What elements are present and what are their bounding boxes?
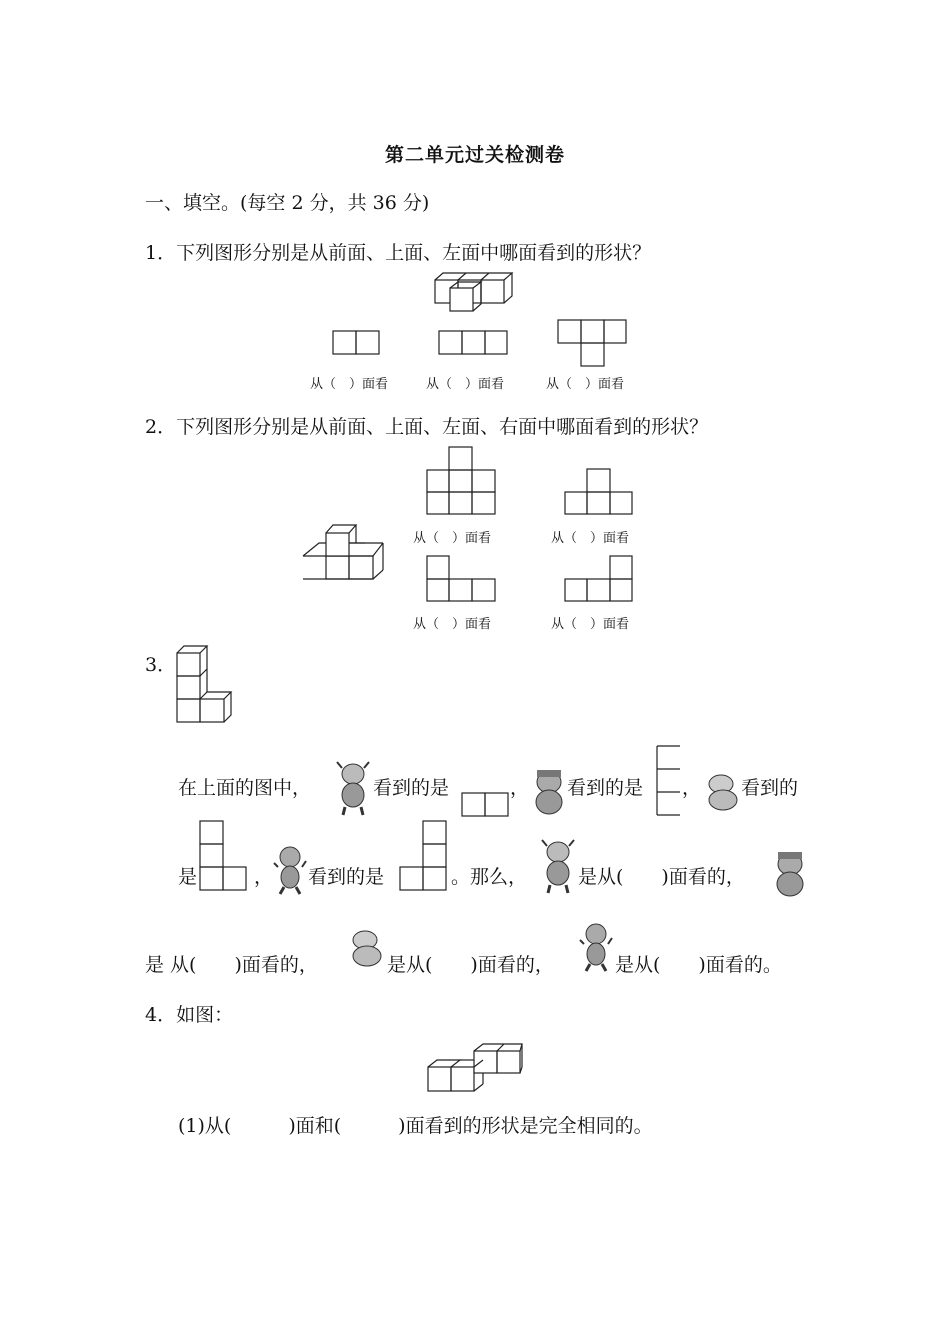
sheep-icon <box>347 928 385 968</box>
q3-view-back <box>399 820 449 892</box>
tiger-icon <box>578 922 614 972</box>
page-title: 第二单元过关检测卷 <box>384 144 565 166</box>
q3-text: ， <box>254 866 274 888</box>
section-heading: 一、填空。(每空 2 分，共 36 分) <box>145 192 430 214</box>
q3-text: 是 从( )面看的， <box>145 954 318 976</box>
q1-caption: 从（ ）面看 <box>546 377 625 392</box>
q3-text: ， <box>510 777 530 799</box>
q2-view-b <box>564 468 634 516</box>
q1-view-b <box>438 330 508 356</box>
q2-view-c <box>426 555 496 603</box>
q2-caption: 从（ ）面看 <box>551 531 630 546</box>
q1-solid-figure <box>434 272 514 314</box>
monkey-icon <box>529 768 569 818</box>
q3-solid-figure <box>176 645 234 725</box>
question-2-text: 2．下列图形分别是从前面、上面、左面、右面中哪面看到的形状？ <box>145 416 709 438</box>
q3-view-right <box>199 820 249 892</box>
tiger-icon <box>272 845 308 895</box>
q2-view-d <box>564 555 634 603</box>
question-3-number: 3． <box>145 654 177 676</box>
question-4-text: 4．如图： <box>145 1004 234 1026</box>
q4-solid-figure <box>427 1043 525 1095</box>
q1-view-a <box>332 330 380 356</box>
ox-icon <box>538 838 578 894</box>
sheep-icon <box>703 772 741 812</box>
q2-solid-figure <box>303 523 389 581</box>
question-1-text: 1．下列图形分别是从前面、上面、左面中哪面看到的形状？ <box>145 242 652 264</box>
q3-text: 。那么， <box>451 866 528 888</box>
q3-view-left <box>656 745 682 817</box>
q3-text: ， <box>682 777 702 799</box>
q3-text: 看到的是 <box>373 777 450 799</box>
q2-view-a <box>426 446 496 516</box>
ox-icon <box>333 760 373 816</box>
q3-text: 在上面的图中， <box>178 777 312 799</box>
q1-caption: 从（ ）面看 <box>426 377 505 392</box>
q2-caption: 从（ ）面看 <box>413 531 492 546</box>
q1-caption: 从（ ）面看 <box>310 377 389 392</box>
q3-text: 看到的是 <box>567 777 644 799</box>
q3-text: 看到的是 <box>308 866 385 888</box>
q3-view-front <box>461 792 511 818</box>
q3-text: 是从( )面看的。 <box>615 954 782 976</box>
q4-sub-1: (1)从( )面和( )面看到的形状是完全相同的。 <box>178 1115 653 1137</box>
q3-text: 是 <box>178 866 198 888</box>
q1-view-c <box>557 319 627 367</box>
q3-text: 是从( )面看的， <box>578 866 745 888</box>
q2-caption: 从（ ）面看 <box>413 617 492 632</box>
q3-text: 看到的 <box>741 777 799 799</box>
q2-caption: 从（ ）面看 <box>551 617 630 632</box>
q3-text: 是从( )面看的， <box>387 954 554 976</box>
monkey-icon <box>770 850 810 900</box>
